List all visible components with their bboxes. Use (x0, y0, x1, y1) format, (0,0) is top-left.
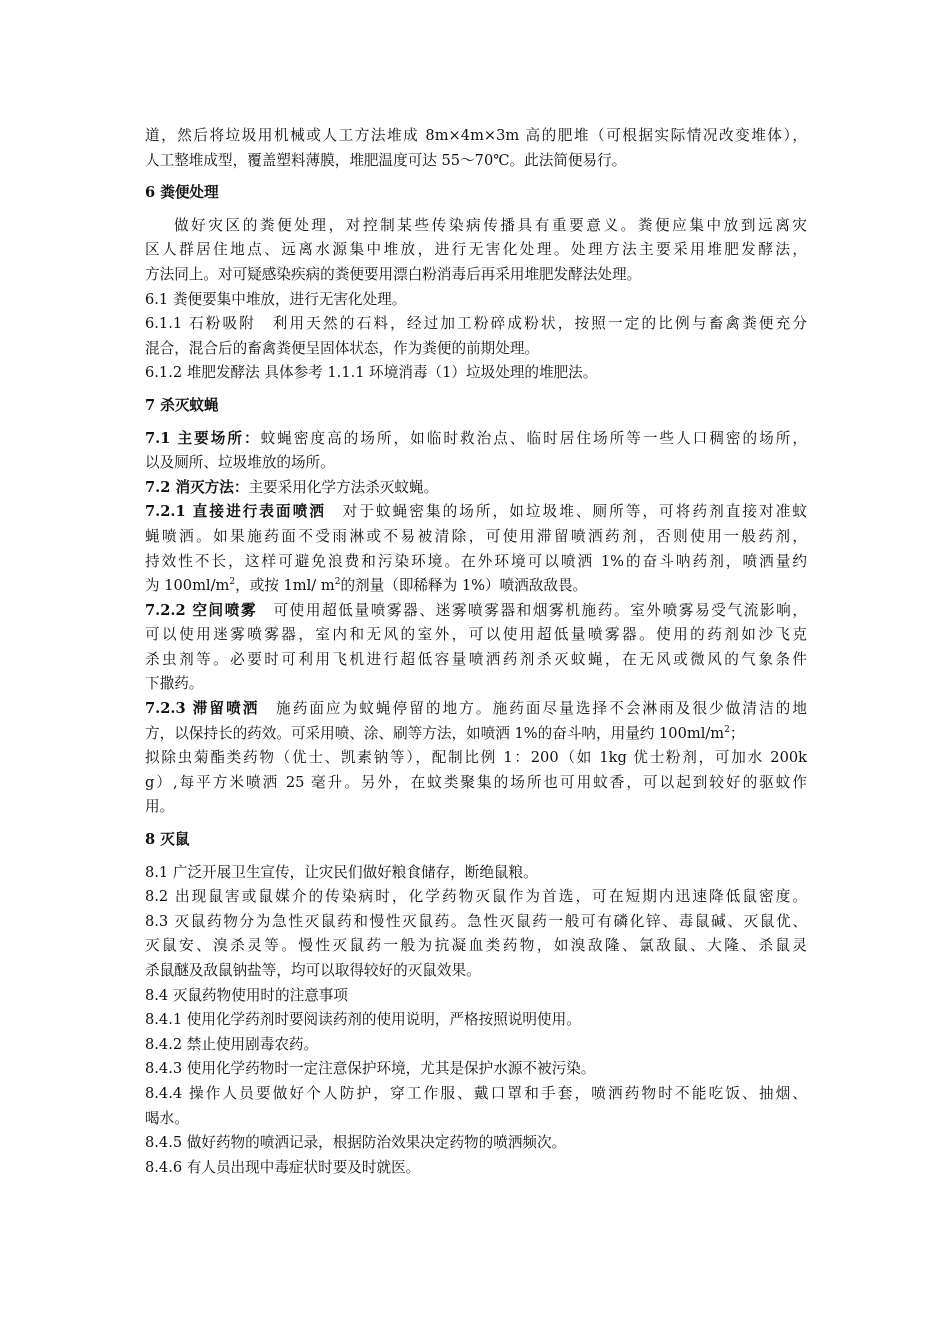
list-item: 8.4.2 禁止使用剧毒农药。 (145, 1035, 319, 1053)
paragraph-line: 用。 (145, 798, 175, 816)
paragraph-line: 7.2.3 滞留喷洒 施药面应为蚊蝇停留的地方。施药面尽量选择不会淋雨及很少做清洁的地 (145, 700, 807, 718)
list-item: 8.4.6 有人员出现中毒症状时要及时就医。 (145, 1158, 421, 1176)
item-label: 7.2.1 直接进行表面喷洒 (145, 503, 327, 521)
paragraph-line: 人工整堆成型，覆盖塑料薄膜，堆肥温度可达 55～70℃。此法简便易行。 (145, 151, 627, 169)
document-body (145, 124, 807, 1180)
paragraph-line: 做好灾区的粪便处理，对控制某些传染病传播具有重要意义。粪便应集中放到远离灾 (174, 216, 807, 234)
paragraph-line: 拟除虫菊酯类药物（优士、凯素钠等），配制比例 1：200（如 1kg 优士粉剂，可加水 200k (145, 749, 807, 767)
paragraph-line: 杀鼠醚及敌鼠钠盐等，均可以取得较好的灭鼠效果。 (145, 962, 481, 979)
paragraph-line: 可以使用迷雾喷雾器，室内和无风的室外，可以使用超低量喷雾器。使用的药剂如沙飞克 (145, 626, 807, 644)
paragraph-line: 混合，混合后的畜禽粪便呈固体状态，作为粪便的前期处理。 (145, 339, 540, 357)
paragraph-line: 为 $100ml/m^2$，或按 1ml/ $m^2$的剂量（即稀释为 1%）喷洒敌敌畏。 (145, 577, 588, 595)
paragraph-line: 以及厕所、垃圾堆放的场所。 (145, 454, 335, 472)
list-item: 8.2 出现鼠害或鼠媒介的传染病时，化学药物灭鼠作为首选，可在短期内迅速降低鼠密度。 (145, 888, 807, 906)
item-label: 7.2 消灭方法： (145, 478, 249, 496)
paragraph-line: 灭鼠安、溴杀灵等。慢性灭鼠药一般为抗凝血类药物，如溴敌隆、氯敌鼠、大隆、杀鼠灵 (145, 937, 807, 955)
list-item: 6.1.1 石粉吸附 利用天然的石料，经过加工粉碎成粉状，按照一定的比例与畜禽粪便充分 (145, 315, 807, 333)
list-item: 8.4 灭鼠药物使用时的注意事项 (145, 986, 348, 1004)
list-item: 8.1 广泛开展卫生宣传，让灾民们做好粮食储存，断绝鼠粮。 (145, 863, 538, 881)
list-item: 8.4.3 使用化学药物时一定注意保护环境，尤其是保护水源不被污染。 (145, 1060, 596, 1078)
section-heading-6: 6 粪便处理 (145, 184, 219, 202)
paragraph-line: 7.1 主要场所：蚊蝇密度高的场所，如临时救治点、临时居住场所等一些人口稠密的场所， (145, 429, 807, 447)
list-item: 8.3 灭鼠药物分为急性灭鼠药和慢性灭鼠药。急性灭鼠药一般可有磷化锌、毒鼠碱、灭鼠优、 (145, 912, 807, 930)
paragraph-line: 7.2.1 直接进行表面喷洒 对于蚊蝇密集的场所，如垃圾堆、厕所等，可将药剂直接对准蚊 (145, 503, 807, 521)
list-item: 8.4.4 操作人员要做好个人防护，穿工作服、戴口罩和手套，喷洒药物时不能吃饭、抽烟、 (145, 1084, 807, 1102)
list-item: 6.1 粪便要集中堆放，进行无害化处理。 (145, 290, 407, 308)
paragraph-line: 区人群居住地点、远离水源集中堆放，进行无害化处理。处理方法主要采用堆肥发酵法， (145, 241, 807, 259)
paragraph-line: 道，然后将垃圾用机械或人工方法堆成 8m×4m×3m 高的肥堆（可根据实际情况改变堆体）， (145, 127, 807, 144)
paragraph-line: 下撒药。 (145, 675, 204, 693)
section-heading-8: 8 灭鼠 (145, 831, 190, 849)
list-item: 8.4.5 做好药物的喷洒记录，根据防治效果决定药物的喷洒频次。 (145, 1134, 567, 1152)
paragraph-line: g）,每平方米喷洒 25 毫升。另外，在蚊类聚集的场所也可用蚊香，可以起到较好的驱蚊作 (145, 773, 807, 791)
paragraph-line: 方，以保持长的药效。可采用喷、涂、刷等方法，如喷洒 1%的奋斗呐，用量约 $100ml/m^2$； (145, 724, 745, 742)
paragraph-line: 杀虫剂等。必要时可利用飞机进行超低容量喷洒药剂杀灭蚊蝇，在无风或微风的气象条件 (145, 650, 807, 668)
paragraph-line: 方法同上。对可疑感染疾病的粪便要用漂白粉消毒后再采用堆肥发酵法处理。 (145, 265, 642, 283)
item-label: 7.2.3 滞留喷洒 (145, 700, 260, 718)
paragraph-line: 蝇喷洒。如果施药面不受雨淋或不易被清除，可使用滞留喷洒药剂，否则使用一般药剂， (145, 527, 807, 545)
list-item: 6.1.2 堆肥发酵法 具体参考 1.1.1 环境消毒（1）垃圾处理的堆肥法。 (145, 364, 598, 382)
paragraph-line: 持效性不长，这样可避免浪费和污染环境。在外环境可以喷洒 1%的奋斗呐药剂，喷洒量约 (145, 552, 807, 570)
list-item: 8.4.1 使用化学药剂时要阅读药剂的使用说明，严格按照说明使用。 (145, 1011, 581, 1029)
paragraph-line: 喝水。 (145, 1109, 189, 1127)
paragraph-line: 7.2.2 空间喷雾 可使用超低量喷雾器、迷雾喷雾器和烟雾机施药。室外喷雾易受气流影响， (145, 601, 807, 619)
section-heading-7: 7 杀灭蚊蝇 (145, 396, 219, 414)
paragraph-line: 7.2 消灭方法：主要采用化学方法杀灭蚊蝇。 (145, 478, 439, 496)
item-label: 7.2.2 空间喷雾 (145, 601, 258, 619)
item-label: 7.1 主要场所： (145, 429, 261, 447)
